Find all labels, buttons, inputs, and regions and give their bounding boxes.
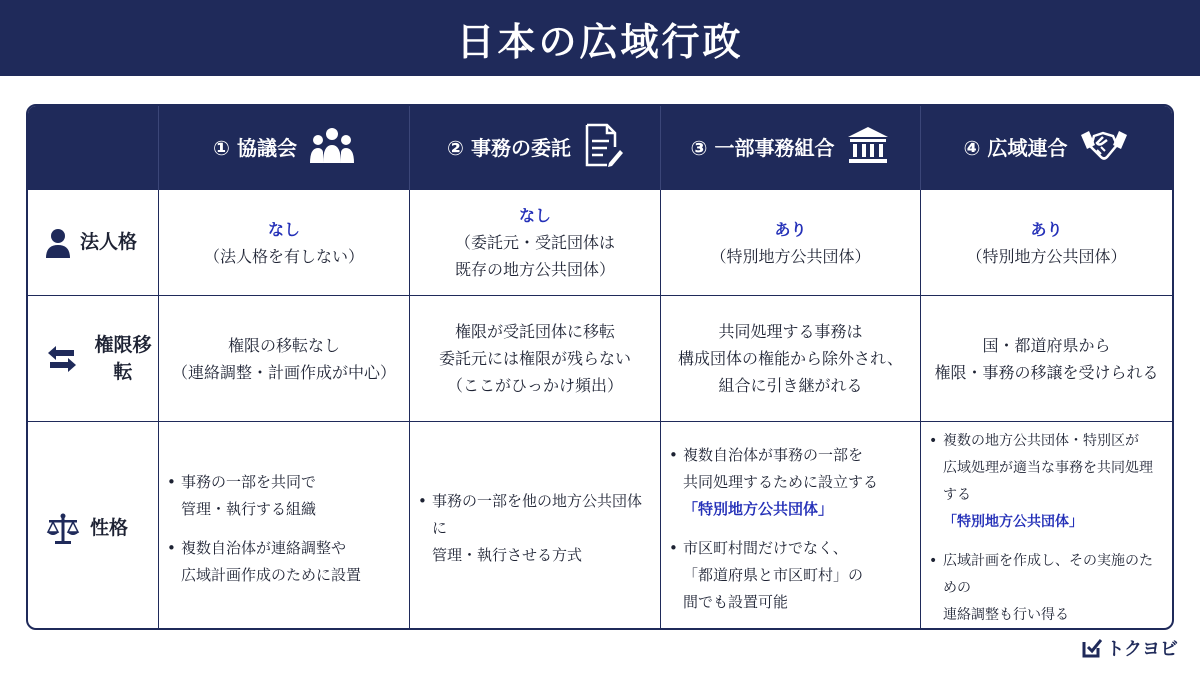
nature-partial-union — [661, 422, 921, 630]
authority-partial-union — [661, 296, 921, 422]
bullet-item: • 市区町村間だけでなく、 「都道府県と市区町村」の 間でも設置可能 — [669, 535, 863, 616]
bullet-item: • 複数の地方公共団体・特別区が 広域処理が適当な事務を共同処理する 「特別地方公共団体」 — [929, 428, 1162, 536]
bullet-item: • 複数自治体が連絡調整や 広域計画作成のために設置 — [167, 535, 361, 589]
row-header-legal-person — [28, 190, 159, 296]
row-label: 法人格 — [80, 231, 138, 253]
document-pen-icon — [583, 123, 623, 174]
legal-person-partial-union — [661, 190, 921, 296]
highlight-term: 「特別地方公共団体」 — [683, 499, 834, 518]
row-header-nature — [28, 422, 159, 630]
text-line: 構成団体の権能から除外され、 — [678, 349, 903, 368]
text-line: 国・都道府県から — [982, 335, 1111, 355]
handshake-icon — [1079, 125, 1129, 172]
column-header-council — [159, 106, 410, 190]
people-group-icon — [309, 125, 355, 172]
column-title: ② 事務の委託 — [447, 135, 571, 160]
text-line: （連絡調整・計画作成が中心） — [171, 362, 396, 382]
bullet-item: • 事務の一部を共同で 管理・執行する組織 — [167, 469, 316, 523]
comparison-table — [26, 104, 1174, 630]
bullet-item: • 複数自治体が事務の一部を 共同処理するために設立する 「特別地方公共団体」 — [669, 442, 878, 523]
government-building-icon — [846, 125, 890, 172]
person-icon — [46, 228, 70, 258]
legal-note: 既存の地方公共団体） — [454, 260, 615, 279]
legal-status: なし — [267, 219, 300, 239]
text-line: 組合に引き継がれる — [718, 376, 863, 395]
legal-person-wide-area-union — [921, 190, 1172, 296]
row-header-authority-transfer — [28, 296, 159, 422]
text-line: 権限が受託団体に移転 — [454, 322, 615, 341]
checkbox-logo-icon — [1082, 638, 1102, 658]
legal-person-council — [159, 190, 410, 296]
column-header-wide-area-union — [921, 106, 1172, 190]
brand-logo — [1082, 635, 1178, 661]
row-label: 性格 — [90, 517, 129, 539]
nature-wide-area-union — [921, 422, 1172, 630]
authority-wide-area-union — [921, 296, 1172, 422]
column-header-delegation — [410, 106, 661, 190]
authority-delegation — [410, 296, 661, 422]
legal-note: （委託元・受託団体は — [454, 233, 615, 252]
row-label: 権限移転 — [94, 333, 152, 383]
corner-header — [28, 106, 159, 190]
text-line: （ここがひっかけ頻出） — [446, 376, 623, 395]
scales-icon — [46, 513, 80, 545]
legal-person-delegation — [410, 190, 661, 296]
legal-status: あり — [774, 219, 807, 239]
page-title: 日本の広域行政 — [456, 19, 744, 64]
bullet-item: • 広域計画を作成し、その実施のための 連絡調整も行い得る — [929, 548, 1162, 629]
nature-delegation — [410, 422, 661, 630]
text-line: 権限・事務の移譲を受けられる — [934, 362, 1159, 382]
column-header-partial-union — [661, 106, 921, 190]
nature-council — [159, 422, 410, 630]
legal-note: （特別地方公共団体） — [710, 246, 871, 266]
authority-council — [159, 296, 410, 422]
text-line: 共同処理する事務は — [718, 322, 863, 341]
legal-status: なし — [518, 206, 551, 225]
bullet-item: • 事務の一部を他の地方公共団体に 管理・執行させる方式 — [418, 488, 650, 569]
highlight-term: 「特別地方公共団体」 — [943, 514, 1083, 530]
title-banner — [0, 0, 1200, 76]
column-title: ④ 広域連合 — [963, 135, 1068, 160]
arrows-swap-icon — [46, 344, 78, 374]
brand-name: トクヨビ — [1106, 639, 1178, 660]
text-line: 権限の移転なし — [227, 335, 340, 355]
column-title: ① 協議会 — [213, 135, 297, 160]
legal-note: （特別地方公共団体） — [966, 246, 1127, 266]
text-line: 委託元には権限が残らない — [438, 349, 631, 368]
column-title: ③ 一部事務組合 — [690, 135, 835, 160]
legal-note: （法人格を有しない） — [203, 246, 364, 266]
legal-status: あり — [1030, 219, 1063, 239]
